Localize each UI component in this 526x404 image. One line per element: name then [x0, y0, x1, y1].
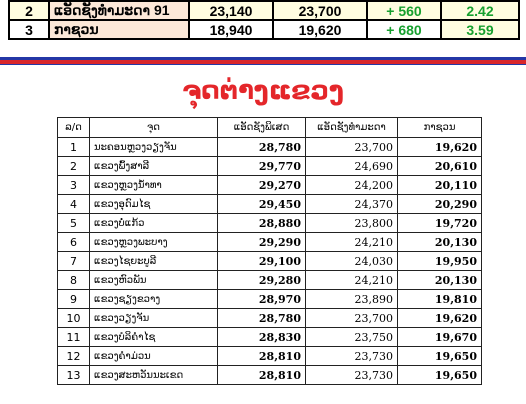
summary-sell-price: 23,700: [273, 1, 367, 20]
summary-buy-price: 18,940: [189, 20, 273, 39]
row-regular-price: 24,690: [306, 157, 398, 176]
row-place: ແຂວງຫົວພັນ: [90, 271, 218, 290]
summary-diff: + 680: [367, 20, 441, 39]
row-regular-price: 24,210: [306, 233, 398, 252]
row-place: ແຂວງບໍລິຄຳໄຊ: [90, 328, 218, 347]
province-price-table: [57, 117, 482, 385]
row-number: 6: [58, 233, 90, 252]
header-place: ຈຸດ: [90, 118, 218, 138]
row-diesel-price: 20,610: [398, 157, 482, 176]
row-diesel-price: 19,620: [398, 309, 482, 328]
row-diesel-price: 19,650: [398, 366, 482, 385]
row-number: 1: [58, 138, 90, 157]
summary-pct: 2.42: [441, 1, 519, 20]
row-regular-price: 23,730: [306, 366, 398, 385]
row-diesel-price: 19,950: [398, 252, 482, 271]
row-regular-price: 23,750: [306, 328, 398, 347]
section-title: ຈຸດຕ່າງແຂວງ: [182, 76, 344, 106]
table-row: [58, 214, 482, 233]
row-place: ແຂວງຊຽງຂວາງ: [90, 290, 218, 309]
row-number: 12: [58, 347, 90, 366]
row-place: ແຂວງຄຳມ່ວນ: [90, 347, 218, 366]
row-number: 8: [58, 271, 90, 290]
row-number: 10: [58, 309, 90, 328]
table-row: [58, 157, 482, 176]
row-place: ແຂວງສະຫວັນນະເຂດ: [90, 366, 218, 385]
row-number: 5: [58, 214, 90, 233]
summary-no: 3: [9, 20, 49, 39]
row-special-price: 28,970: [218, 290, 306, 309]
row-place: ແຂວງບໍ່ແກ້ວ: [90, 214, 218, 233]
row-regular-price: 23,890: [306, 290, 398, 309]
divider-blue-thin: [0, 64, 526, 65]
row-place: ນະຄອນຫຼວງວຽງຈັນ: [90, 138, 218, 157]
row-regular-price: 24,030: [306, 252, 398, 271]
summary-fuel-name: ກາຊວນ: [49, 20, 189, 39]
row-special-price: 28,810: [218, 347, 306, 366]
row-number: 4: [58, 195, 90, 214]
summary-diff: + 560: [367, 1, 441, 20]
table-row: [58, 271, 482, 290]
row-diesel-price: 20,130: [398, 233, 482, 252]
table-row: [58, 252, 482, 271]
table-row: [58, 290, 482, 309]
row-regular-price: 24,210: [306, 271, 398, 290]
header-no: ລ/ດ: [58, 118, 90, 138]
row-special-price: 29,100: [218, 252, 306, 271]
row-regular-price: 23,700: [306, 309, 398, 328]
summary-sell-price: 19,620: [273, 20, 367, 39]
header-regular: ແອັດຊັງທຳມະດາ: [306, 118, 398, 138]
summary-pct: 3.59: [441, 20, 519, 39]
row-number: 3: [58, 176, 90, 195]
row-special-price: 28,830: [218, 328, 306, 347]
summary-no: 2: [9, 1, 49, 20]
summary-row: [9, 20, 519, 39]
table-row: [58, 195, 482, 214]
table-row: [58, 309, 482, 328]
summary-fuel-name: ແອັດຊັງທຳມະດາ 91: [49, 1, 189, 20]
row-diesel-price: 20,130: [398, 271, 482, 290]
header-diesel: ກາຊວນ: [398, 118, 482, 138]
table-row: [58, 233, 482, 252]
row-number: 7: [58, 252, 90, 271]
row-number: 9: [58, 290, 90, 309]
row-place: ແຂວງໄຊຍະບູລີ: [90, 252, 218, 271]
table-row: [58, 138, 482, 157]
header-special: ແອັດຊັງພິເສດ: [218, 118, 306, 138]
row-special-price: 28,780: [218, 309, 306, 328]
summary-buy-price: 23,140: [189, 1, 273, 20]
row-special-price: 29,450: [218, 195, 306, 214]
row-place: ແຂວງຫຼວງນ້ຳທາ: [90, 176, 218, 195]
row-diesel-price: 19,670: [398, 328, 482, 347]
row-special-price: 29,270: [218, 176, 306, 195]
row-number: 13: [58, 366, 90, 385]
summary-table: [8, 0, 520, 40]
table-row: [58, 366, 482, 385]
row-regular-price: 24,200: [306, 176, 398, 195]
table-row: [58, 347, 482, 366]
row-place: ແຂວງຫຼວງພະບາງ: [90, 233, 218, 252]
row-special-price: 28,810: [218, 366, 306, 385]
table-header-row: [58, 118, 482, 138]
row-special-price: 29,280: [218, 271, 306, 290]
row-place: ແຂວງວຽງຈັນ: [90, 309, 218, 328]
row-place: ແຂວງພົ້ງສາລີ: [90, 157, 218, 176]
row-place: ແຂວງອຸດົມໄຊ: [90, 195, 218, 214]
table-row: [58, 176, 482, 195]
row-diesel-price: 19,720: [398, 214, 482, 233]
summary-row: [9, 1, 519, 20]
row-special-price: 29,770: [218, 157, 306, 176]
row-diesel-price: 19,650: [398, 347, 482, 366]
row-diesel-price: 20,290: [398, 195, 482, 214]
row-number: 2: [58, 157, 90, 176]
row-number: 11: [58, 328, 90, 347]
row-regular-price: 23,700: [306, 138, 398, 157]
table-row: [58, 328, 482, 347]
row-regular-price: 23,730: [306, 347, 398, 366]
row-special-price: 28,780: [218, 138, 306, 157]
row-special-price: 29,290: [218, 233, 306, 252]
row-regular-price: 24,370: [306, 195, 398, 214]
row-regular-price: 23,800: [306, 214, 398, 233]
row-diesel-price: 19,620: [398, 138, 482, 157]
row-diesel-price: 20,110: [398, 176, 482, 195]
row-diesel-price: 19,810: [398, 290, 482, 309]
row-special-price: 28,880: [218, 214, 306, 233]
